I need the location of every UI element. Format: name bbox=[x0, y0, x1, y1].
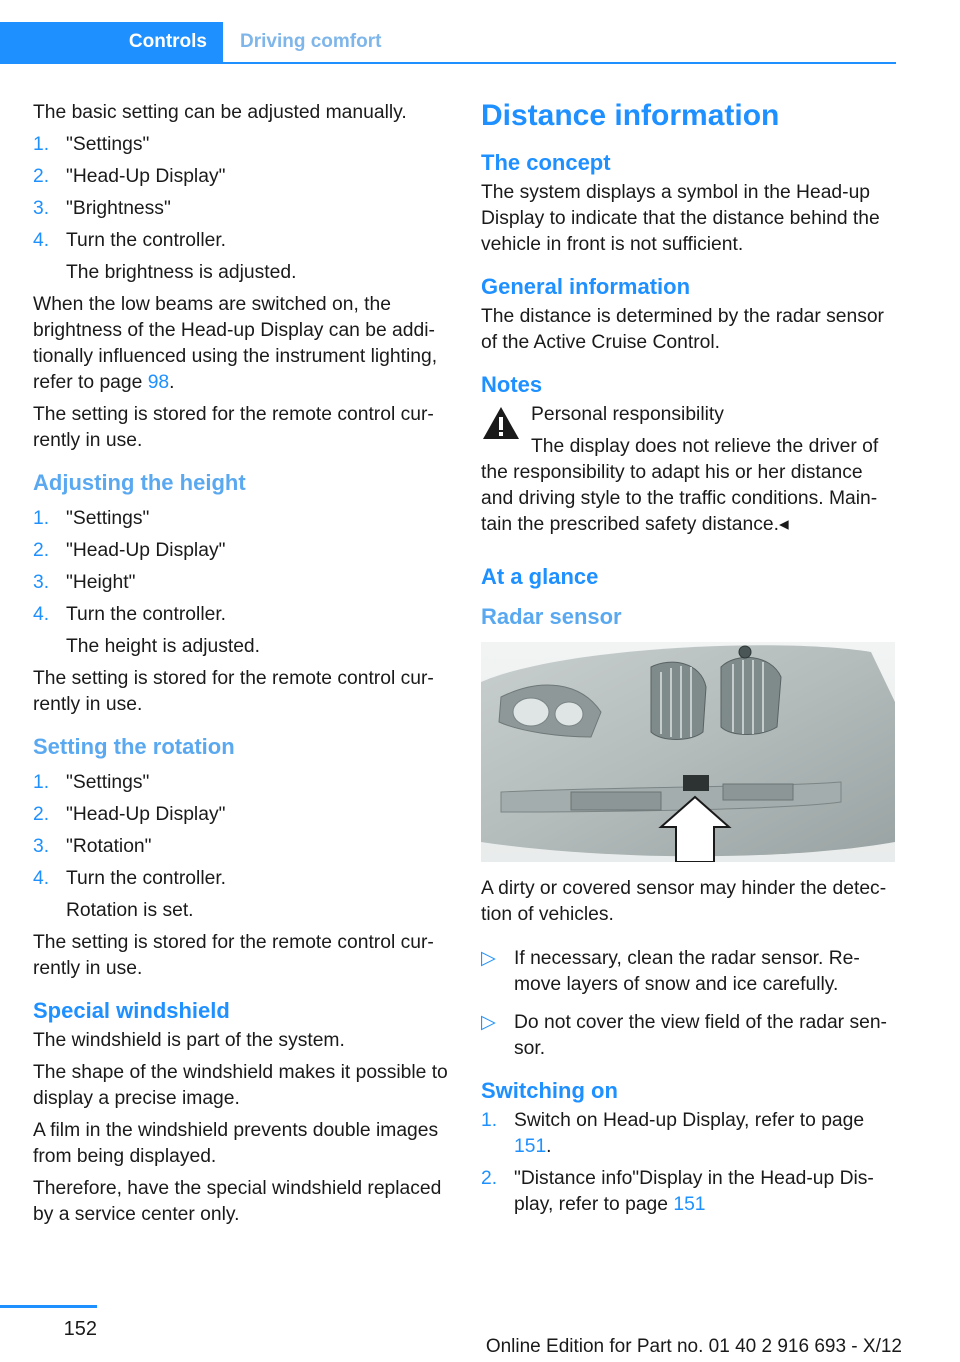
list-item: 1. Switch on Head-up Display, refer to page 151. bbox=[481, 1110, 865, 1157]
list-item: 3. "Height" bbox=[33, 572, 136, 593]
height-steps bbox=[33, 506, 451, 660]
page-link-98[interactable]: 98 bbox=[147, 372, 170, 393]
intro-text: The basic setting can be adjusted manually. bbox=[33, 102, 407, 123]
stored-text: The setting is stored for the remote control currently in use. bbox=[33, 404, 434, 451]
list-item: 2. "Head-Up Display" bbox=[33, 804, 226, 825]
heading-at-a-glance: At a glance bbox=[481, 564, 599, 589]
list-item: 4. Turn the controller. The height is adjusted. bbox=[33, 604, 261, 657]
heading-radar-sensor: Radar sensor bbox=[481, 604, 622, 629]
list-item: 1. "Settings" bbox=[33, 772, 150, 793]
heading-adjusting-height: Adjusting the height bbox=[33, 470, 246, 495]
page-number: 152 bbox=[63, 1318, 97, 1340]
heading-general-information: General information bbox=[481, 274, 691, 299]
page-title: Distance information bbox=[481, 99, 780, 132]
warning-title: Personal responsibility bbox=[531, 404, 724, 425]
tab-controls[interactable]: Controls bbox=[0, 22, 223, 62]
stored-text: The setting is stored for the remote control currently in use. bbox=[33, 932, 434, 979]
lowbeam-text: When the low beams are switched on, the brightness of the Head-up Display can be additionally influenced using the instrument lighting, refer to page 98. bbox=[33, 294, 438, 393]
list-item: 3. "Brightness" bbox=[33, 198, 171, 219]
header-tab-bar bbox=[0, 22, 896, 64]
windshield-text: Therefore, have the special windshield replaced by a service center only. bbox=[33, 1178, 442, 1225]
page-link-151[interactable]: 151 bbox=[514, 1136, 547, 1157]
warning-note bbox=[481, 402, 897, 538]
heading-special-windshield: Special windshield bbox=[33, 998, 230, 1023]
windshield-text: The shape of the windshield makes it possible to display a precise image. bbox=[33, 1062, 448, 1109]
list-item: 2. "Head-Up Display" bbox=[33, 166, 226, 187]
rotation-steps bbox=[33, 770, 451, 924]
page-link-151[interactable]: 151 bbox=[673, 1194, 706, 1215]
stored-text: The setting is stored for the remote control currently in use. bbox=[33, 668, 434, 715]
heading-setting-rotation: Setting the rotation bbox=[33, 734, 235, 759]
general-text: The distance is determined by the radar sensor of the Active Cruise Control. bbox=[481, 306, 884, 353]
switch-steps bbox=[481, 1108, 897, 1218]
list-item: ▷ Do not cover the view field of the radar sensor. bbox=[481, 1012, 887, 1059]
footer-edition: Online Edition for Part no. 01 40 2 916 693 - X/12 bbox=[485, 1336, 902, 1357]
windshield-text: The windshield is part of the system. bbox=[33, 1030, 345, 1051]
right-column bbox=[481, 98, 897, 1224]
heading-notes: Notes bbox=[481, 372, 543, 397]
bullet-triangle-icon: ▷ bbox=[481, 1012, 496, 1033]
list-item: 4. Turn the controller. The brightness is adjusted. bbox=[33, 230, 297, 283]
left-column bbox=[33, 100, 451, 1234]
page-number-bar bbox=[0, 1305, 97, 1308]
warning-text-rest: the responsibility to adapt his or her distance and driving style to the traffic conditions. Maintain the prescribed safety distance.◂ bbox=[481, 462, 878, 535]
warning-triangle-icon bbox=[481, 405, 521, 441]
dirty-sensor-text: A dirty or covered sensor may hinder the detection of vehicles. bbox=[481, 878, 887, 925]
list-item: 3. "Rotation" bbox=[33, 836, 152, 857]
bullet-triangle-icon: ▷ bbox=[481, 948, 496, 969]
brightness-steps bbox=[33, 132, 451, 286]
warning-text-first: The display does not relieve the driver of bbox=[531, 436, 879, 457]
heading-concept: The concept bbox=[481, 150, 611, 175]
sensor-bullets bbox=[481, 946, 897, 1062]
list-item: 2. "Distance info"Display in the Head-up Display, refer to page 151 bbox=[481, 1168, 874, 1215]
tab-driving-comfort[interactable]: Driving comfort bbox=[240, 31, 382, 52]
list-item: 1. "Settings" bbox=[33, 134, 150, 155]
list-item: ▷ If necessary, clean the radar sensor. Remove layers of snow and ice carefully. bbox=[481, 948, 860, 995]
list-item: 4. Turn the controller. Rotation is set. bbox=[33, 868, 227, 921]
windshield-text: A film in the windshield prevents double images from being displayed. bbox=[33, 1120, 439, 1167]
list-item: 2. "Head-Up Display" bbox=[33, 540, 226, 561]
heading-switching-on: Switching on bbox=[481, 1078, 618, 1103]
radar-sensor-photo bbox=[481, 642, 895, 862]
concept-text: The system displays a symbol in the Head-up Display to indicate that the distance behind the vehicle in front is not sufficient. bbox=[481, 182, 880, 255]
list-item: 1. "Settings" bbox=[33, 508, 150, 529]
